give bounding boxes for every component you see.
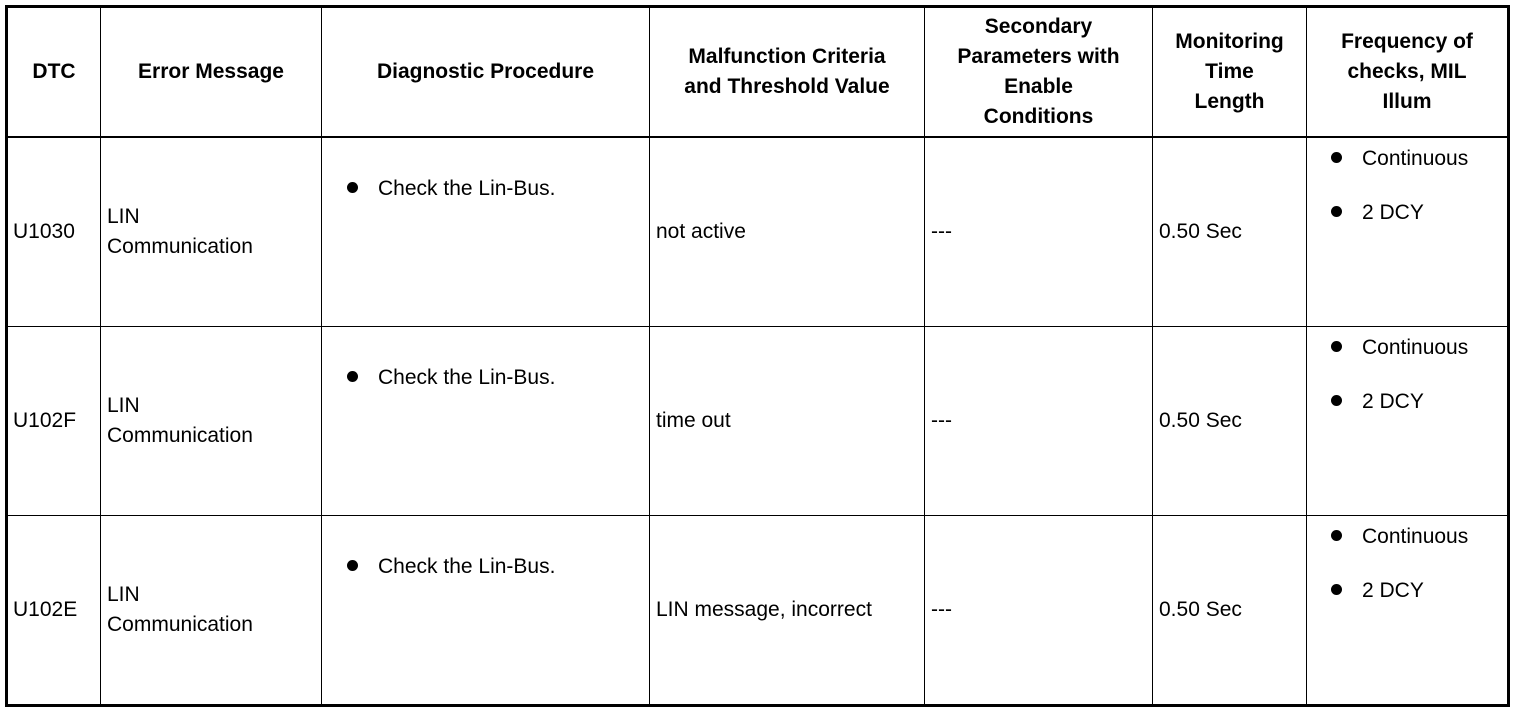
- cell-criteria: time out: [650, 327, 925, 516]
- procedure-item: Check the Lin-Bus.: [322, 363, 649, 393]
- header-diagnostic-procedure: Diagnostic Procedure: [322, 7, 650, 138]
- bullet-icon: [347, 560, 358, 571]
- cell-secondary: ---: [925, 137, 1153, 327]
- frequency-item: 2 DCY: [1307, 387, 1507, 417]
- header-monitoring-time: Monitoring Time Length: [1153, 7, 1307, 138]
- cell-frequency: [1307, 137, 1509, 327]
- frequency-item: Continuous: [1307, 333, 1507, 363]
- cell-procedure: [322, 516, 650, 706]
- header-dtc: DTC: [7, 7, 101, 138]
- procedure-item: Check the Lin-Bus.: [322, 174, 649, 204]
- cell-procedure: [322, 327, 650, 516]
- cell-time: 0.50 Sec: [1153, 137, 1307, 327]
- header-row: [7, 7, 1509, 138]
- bullet-icon: [1331, 530, 1342, 541]
- bullet-icon: [1331, 206, 1342, 217]
- table-row: [7, 327, 1509, 516]
- frequency-item: 2 DCY: [1307, 576, 1507, 606]
- header-frequency: Frequency of checks, MIL Illum: [1307, 7, 1509, 138]
- table-body: [7, 137, 1509, 706]
- bullet-icon: [1331, 584, 1342, 595]
- cell-secondary: ---: [925, 516, 1153, 706]
- bullet-icon: [1331, 395, 1342, 406]
- frequency-item: Continuous: [1307, 522, 1507, 552]
- header-secondary-parameters: Secondary Parameters with Enable Conditions: [925, 7, 1153, 138]
- table-row: [7, 516, 1509, 706]
- cell-frequency: [1307, 327, 1509, 516]
- bullet-icon: [1331, 152, 1342, 163]
- cell-frequency: [1307, 516, 1509, 706]
- procedure-item: Check the Lin-Bus.: [322, 552, 649, 582]
- cell-dtc: U102F: [7, 327, 101, 516]
- cell-dtc: U1030: [7, 137, 101, 327]
- cell-error-message: LIN Communication: [101, 516, 322, 706]
- header-malfunction-criteria: Malfunction Criteria and Threshold Value: [650, 7, 925, 138]
- header-error-message: Error Message: [101, 7, 322, 138]
- frequency-item: 2 DCY: [1307, 198, 1507, 228]
- bullet-icon: [347, 371, 358, 382]
- bullet-icon: [347, 182, 358, 193]
- cell-criteria: LIN message, incorrect: [650, 516, 925, 706]
- cell-error-message: LIN Communication: [101, 137, 322, 327]
- table-row: [7, 137, 1509, 327]
- cell-procedure: [322, 137, 650, 327]
- cell-criteria: not active: [650, 137, 925, 327]
- frequency-item: Continuous: [1307, 144, 1507, 174]
- cell-dtc: U102E: [7, 516, 101, 706]
- table-header: [7, 7, 1509, 138]
- bullet-icon: [1331, 341, 1342, 352]
- cell-secondary: ---: [925, 327, 1153, 516]
- cell-error-message: LIN Communication: [101, 327, 322, 516]
- cell-time: 0.50 Sec: [1153, 516, 1307, 706]
- cell-time: 0.50 Sec: [1153, 327, 1307, 516]
